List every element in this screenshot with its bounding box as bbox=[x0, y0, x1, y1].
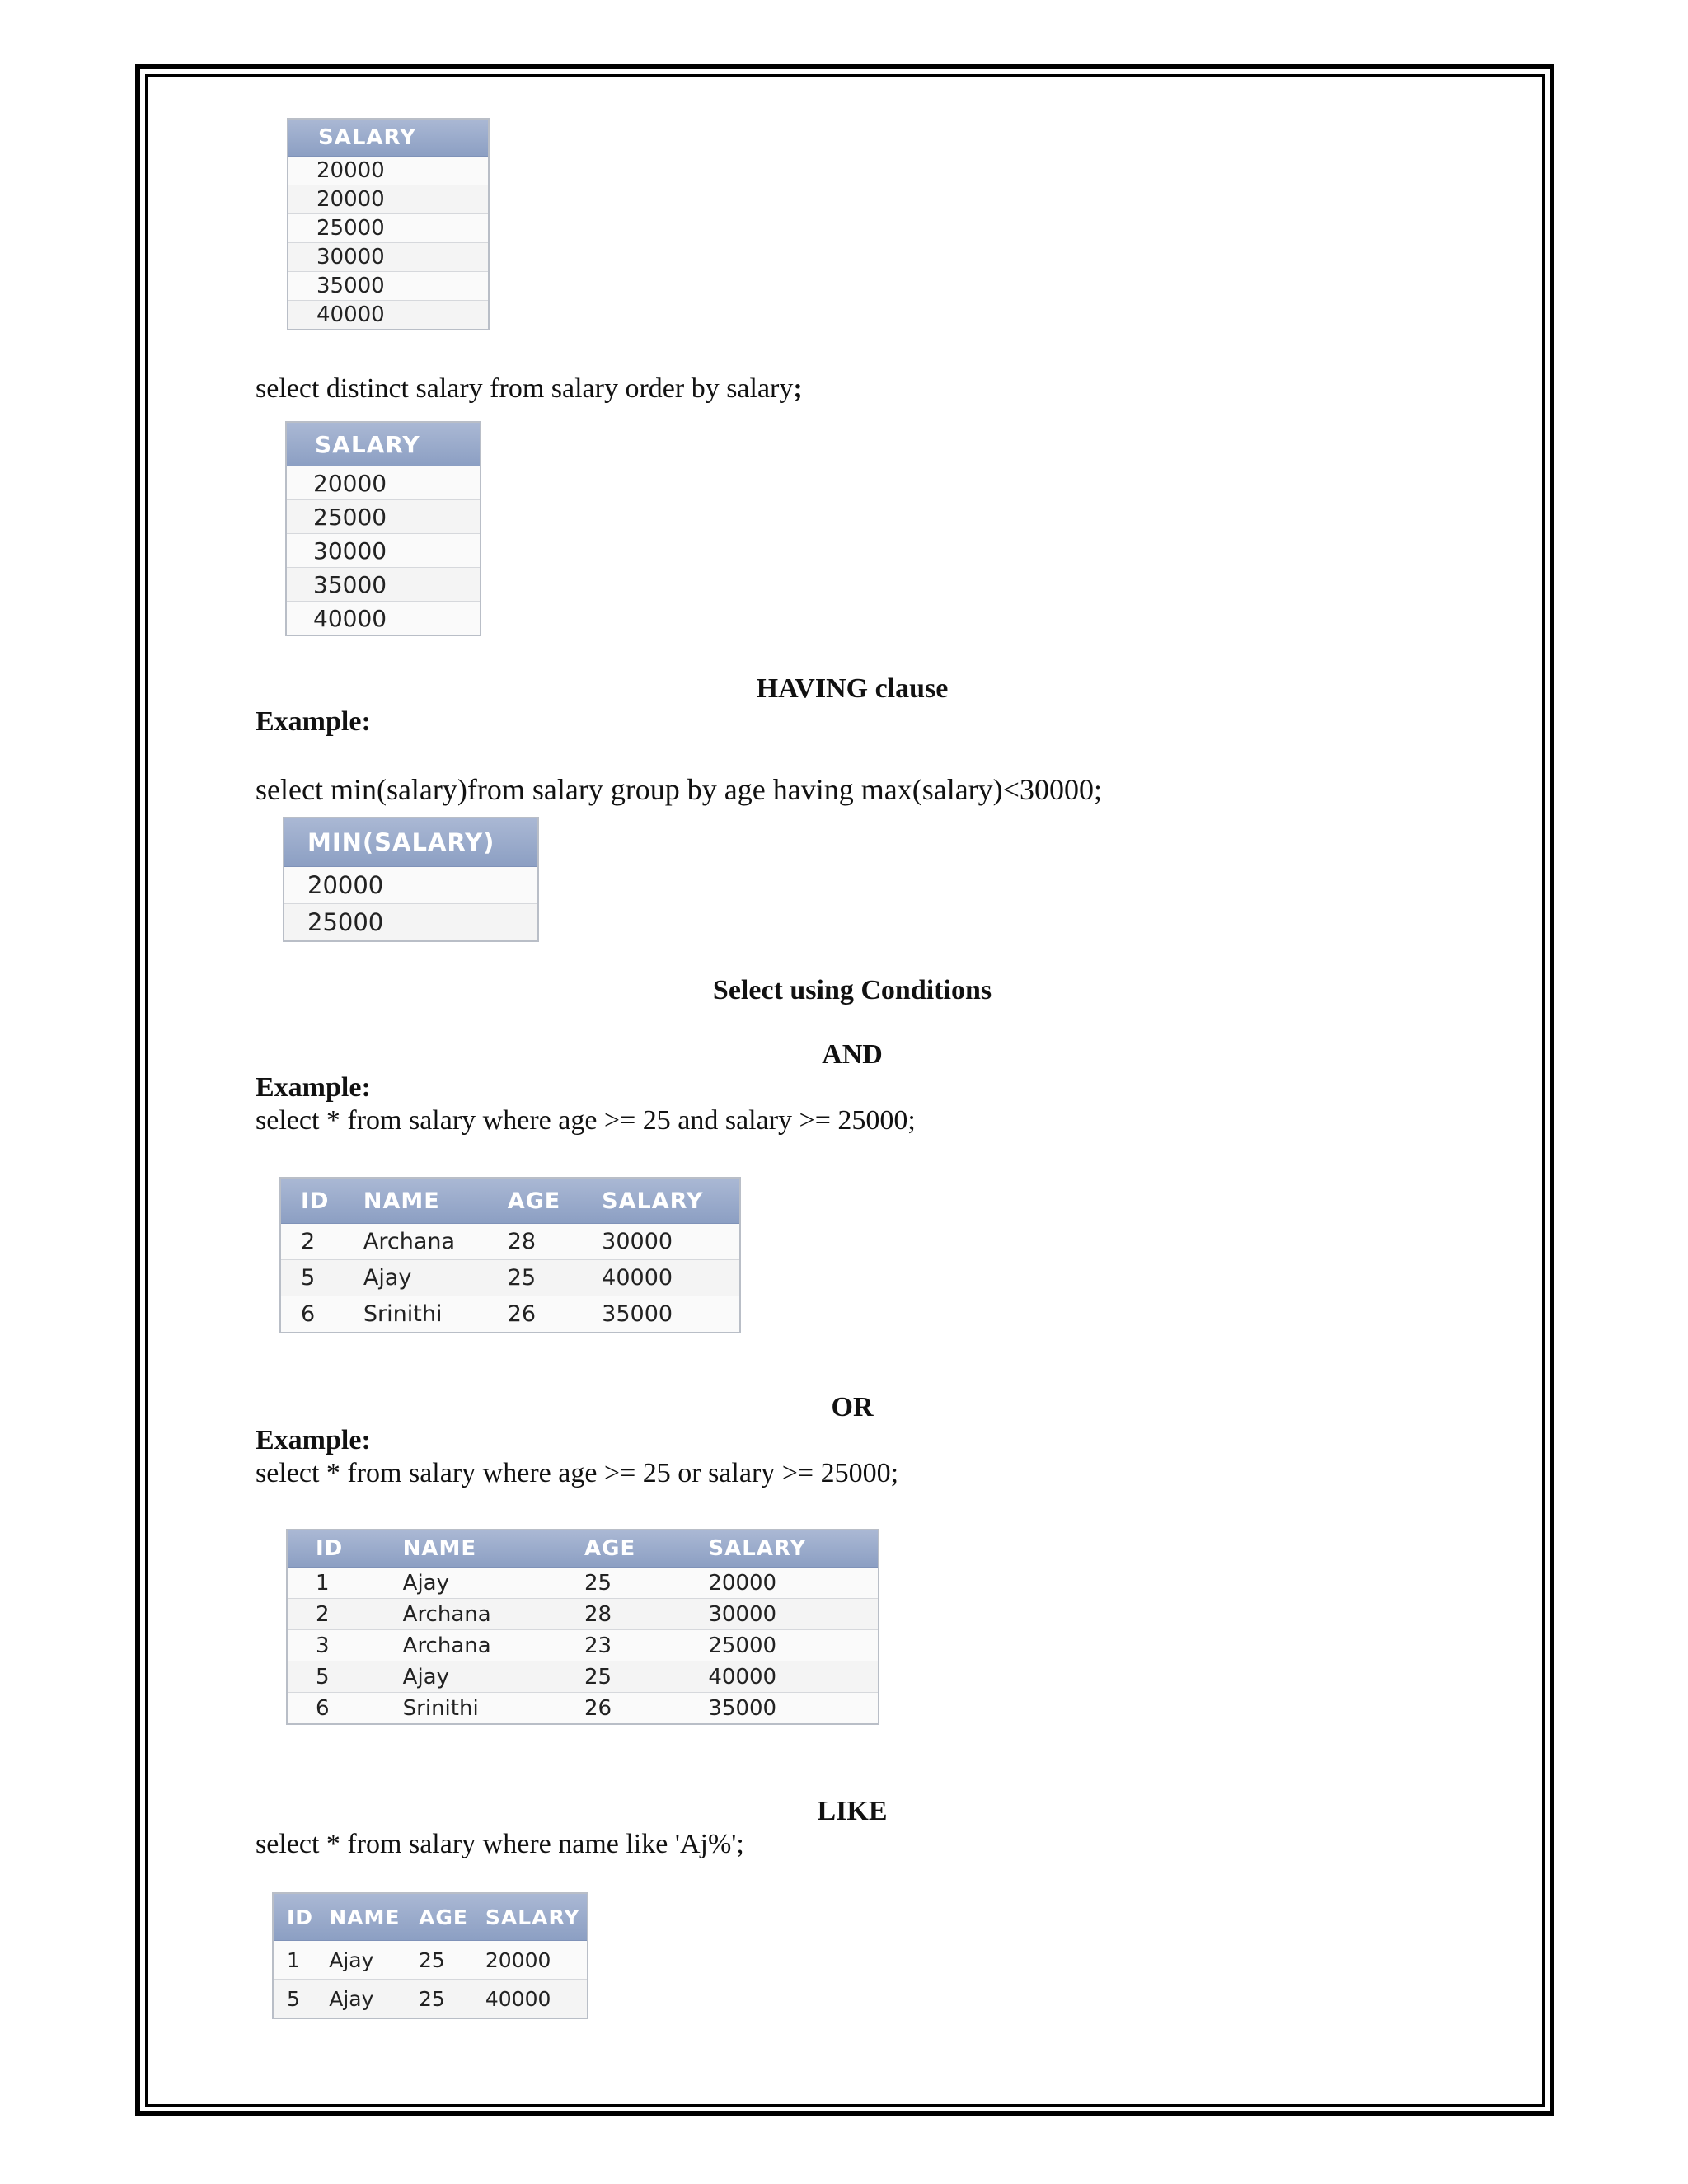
or-result-table bbox=[286, 1529, 879, 1725]
table-cell: 25 bbox=[556, 1568, 680, 1599]
table-cell: 40000 bbox=[680, 1661, 879, 1693]
table-row bbox=[287, 1661, 879, 1693]
table-cell: Archana bbox=[375, 1599, 556, 1630]
column-header-age: AGE bbox=[488, 1178, 582, 1224]
min-salary-table bbox=[283, 817, 539, 942]
table-row bbox=[286, 500, 481, 534]
table-cell: 5 bbox=[273, 1980, 316, 2019]
column-header-salary: SALARY bbox=[472, 1893, 588, 1941]
table-row bbox=[280, 1260, 740, 1296]
or-heading: OR bbox=[831, 1392, 874, 1422]
table-cell: 25 bbox=[406, 1941, 472, 1980]
having-query: select min(salary)from salary group by age having max(salary)<30000; bbox=[256, 773, 1102, 806]
table-cell: 5 bbox=[287, 1661, 375, 1693]
table-row bbox=[288, 301, 489, 330]
column-header-id: ID bbox=[273, 1893, 316, 1941]
table-row bbox=[287, 1568, 879, 1599]
table-row bbox=[288, 214, 489, 243]
column-header-age: AGE bbox=[556, 1530, 680, 1568]
table-cell: 20000 bbox=[284, 867, 538, 904]
table-cell: 1 bbox=[287, 1568, 375, 1599]
table-cell: 30000 bbox=[288, 243, 489, 272]
table-cell: 2 bbox=[280, 1224, 344, 1260]
having-heading: HAVING clause bbox=[756, 673, 949, 704]
table-cell: 20000 bbox=[286, 466, 481, 500]
table-cell: Ajay bbox=[316, 1941, 406, 1980]
like-result-table bbox=[272, 1892, 588, 2019]
table-cell: 25 bbox=[406, 1980, 472, 2019]
table-row bbox=[287, 1599, 879, 1630]
column-header-name: NAME bbox=[316, 1893, 406, 1941]
table-cell: 25000 bbox=[680, 1630, 879, 1661]
query-terminator: ; bbox=[793, 373, 803, 404]
table-cell: 26 bbox=[488, 1296, 582, 1333]
table-row bbox=[287, 1630, 879, 1661]
column-header-name: NAME bbox=[375, 1530, 556, 1568]
table-row bbox=[284, 867, 538, 904]
table-cell: 23 bbox=[556, 1630, 680, 1661]
example-label: Example: bbox=[256, 1072, 371, 1103]
table-cell: Srinithi bbox=[344, 1296, 488, 1333]
table-row bbox=[288, 243, 489, 272]
table-cell: 5 bbox=[280, 1260, 344, 1296]
column-header-name: NAME bbox=[344, 1178, 488, 1224]
table-row bbox=[288, 185, 489, 214]
table-cell: 35000 bbox=[680, 1693, 879, 1725]
table-cell: 35000 bbox=[288, 272, 489, 301]
table-cell: 35000 bbox=[582, 1296, 740, 1333]
table-cell: 26 bbox=[556, 1693, 680, 1725]
and-result-table bbox=[279, 1177, 741, 1333]
table-cell: 3 bbox=[287, 1630, 375, 1661]
table-cell: 2 bbox=[287, 1599, 375, 1630]
example-label: Example: bbox=[256, 706, 371, 737]
table-cell: 30000 bbox=[680, 1599, 879, 1630]
query-text: select distinct salary from salary order by salary bbox=[256, 373, 794, 404]
table-cell: 28 bbox=[556, 1599, 680, 1630]
table-cell: 30000 bbox=[582, 1224, 740, 1260]
and-heading: AND bbox=[822, 1039, 883, 1070]
example-label: Example: bbox=[256, 1425, 371, 1455]
table-cell: 1 bbox=[273, 1941, 316, 1980]
table-cell: 40000 bbox=[286, 602, 481, 636]
table-cell: Archana bbox=[344, 1224, 488, 1260]
table-cell: 20000 bbox=[288, 185, 489, 214]
table-cell: Srinithi bbox=[375, 1693, 556, 1725]
table-row bbox=[286, 568, 481, 602]
table-cell: 25 bbox=[488, 1260, 582, 1296]
table-row bbox=[273, 1941, 588, 1980]
table-cell: 40000 bbox=[472, 1980, 588, 2019]
column-header-age: AGE bbox=[406, 1893, 472, 1941]
column-header-id: ID bbox=[287, 1530, 375, 1568]
table-cell: 40000 bbox=[582, 1260, 740, 1296]
table-row bbox=[286, 466, 481, 500]
table-cell: 40000 bbox=[288, 301, 489, 330]
table-row bbox=[288, 272, 489, 301]
table-cell: 30000 bbox=[286, 534, 481, 568]
column-header-salary: SALARY bbox=[582, 1178, 740, 1224]
table-row bbox=[273, 1980, 588, 2019]
or-query: select * from salary where age >= 25 or salary >= 25000; bbox=[256, 1458, 899, 1488]
and-query: select * from salary where age >= 25 and salary >= 25000; bbox=[256, 1105, 916, 1136]
table-cell: 20000 bbox=[288, 157, 489, 185]
distinct-salary-table bbox=[285, 421, 481, 636]
table-row bbox=[287, 1693, 879, 1725]
table-cell: 6 bbox=[287, 1693, 375, 1725]
like-heading: LIKE bbox=[817, 1796, 888, 1826]
table-row bbox=[286, 602, 481, 636]
table-cell: Ajay bbox=[316, 1980, 406, 2019]
table-cell: 25000 bbox=[284, 904, 538, 942]
column-header: MIN(SALARY) bbox=[284, 818, 538, 867]
table-row bbox=[284, 904, 538, 942]
table-cell: 6 bbox=[280, 1296, 344, 1333]
salary-table bbox=[287, 118, 490, 330]
table-row bbox=[280, 1224, 740, 1260]
table-cell: 25000 bbox=[286, 500, 481, 534]
table-cell: 25000 bbox=[288, 214, 489, 243]
table-row bbox=[280, 1296, 740, 1333]
column-header: SALARY bbox=[286, 422, 481, 466]
table-row bbox=[286, 534, 481, 568]
conditions-heading: Select using Conditions bbox=[712, 975, 992, 1005]
table-cell: 25 bbox=[556, 1661, 680, 1693]
column-header: SALARY bbox=[288, 119, 489, 157]
table-cell: Ajay bbox=[375, 1661, 556, 1693]
table-cell: 35000 bbox=[286, 568, 481, 602]
table-cell: 28 bbox=[488, 1224, 582, 1260]
table-cell: 20000 bbox=[472, 1941, 588, 1980]
like-query: select * from salary where name like 'Aj%'; bbox=[256, 1829, 744, 1859]
column-header-salary: SALARY bbox=[680, 1530, 879, 1568]
table-cell: 20000 bbox=[680, 1568, 879, 1599]
distinct-query bbox=[256, 373, 803, 405]
table-row bbox=[288, 157, 489, 185]
table-cell: Ajay bbox=[344, 1260, 488, 1296]
table-cell: Ajay bbox=[375, 1568, 556, 1599]
column-header-id: ID bbox=[280, 1178, 344, 1224]
table-cell: Archana bbox=[375, 1630, 556, 1661]
